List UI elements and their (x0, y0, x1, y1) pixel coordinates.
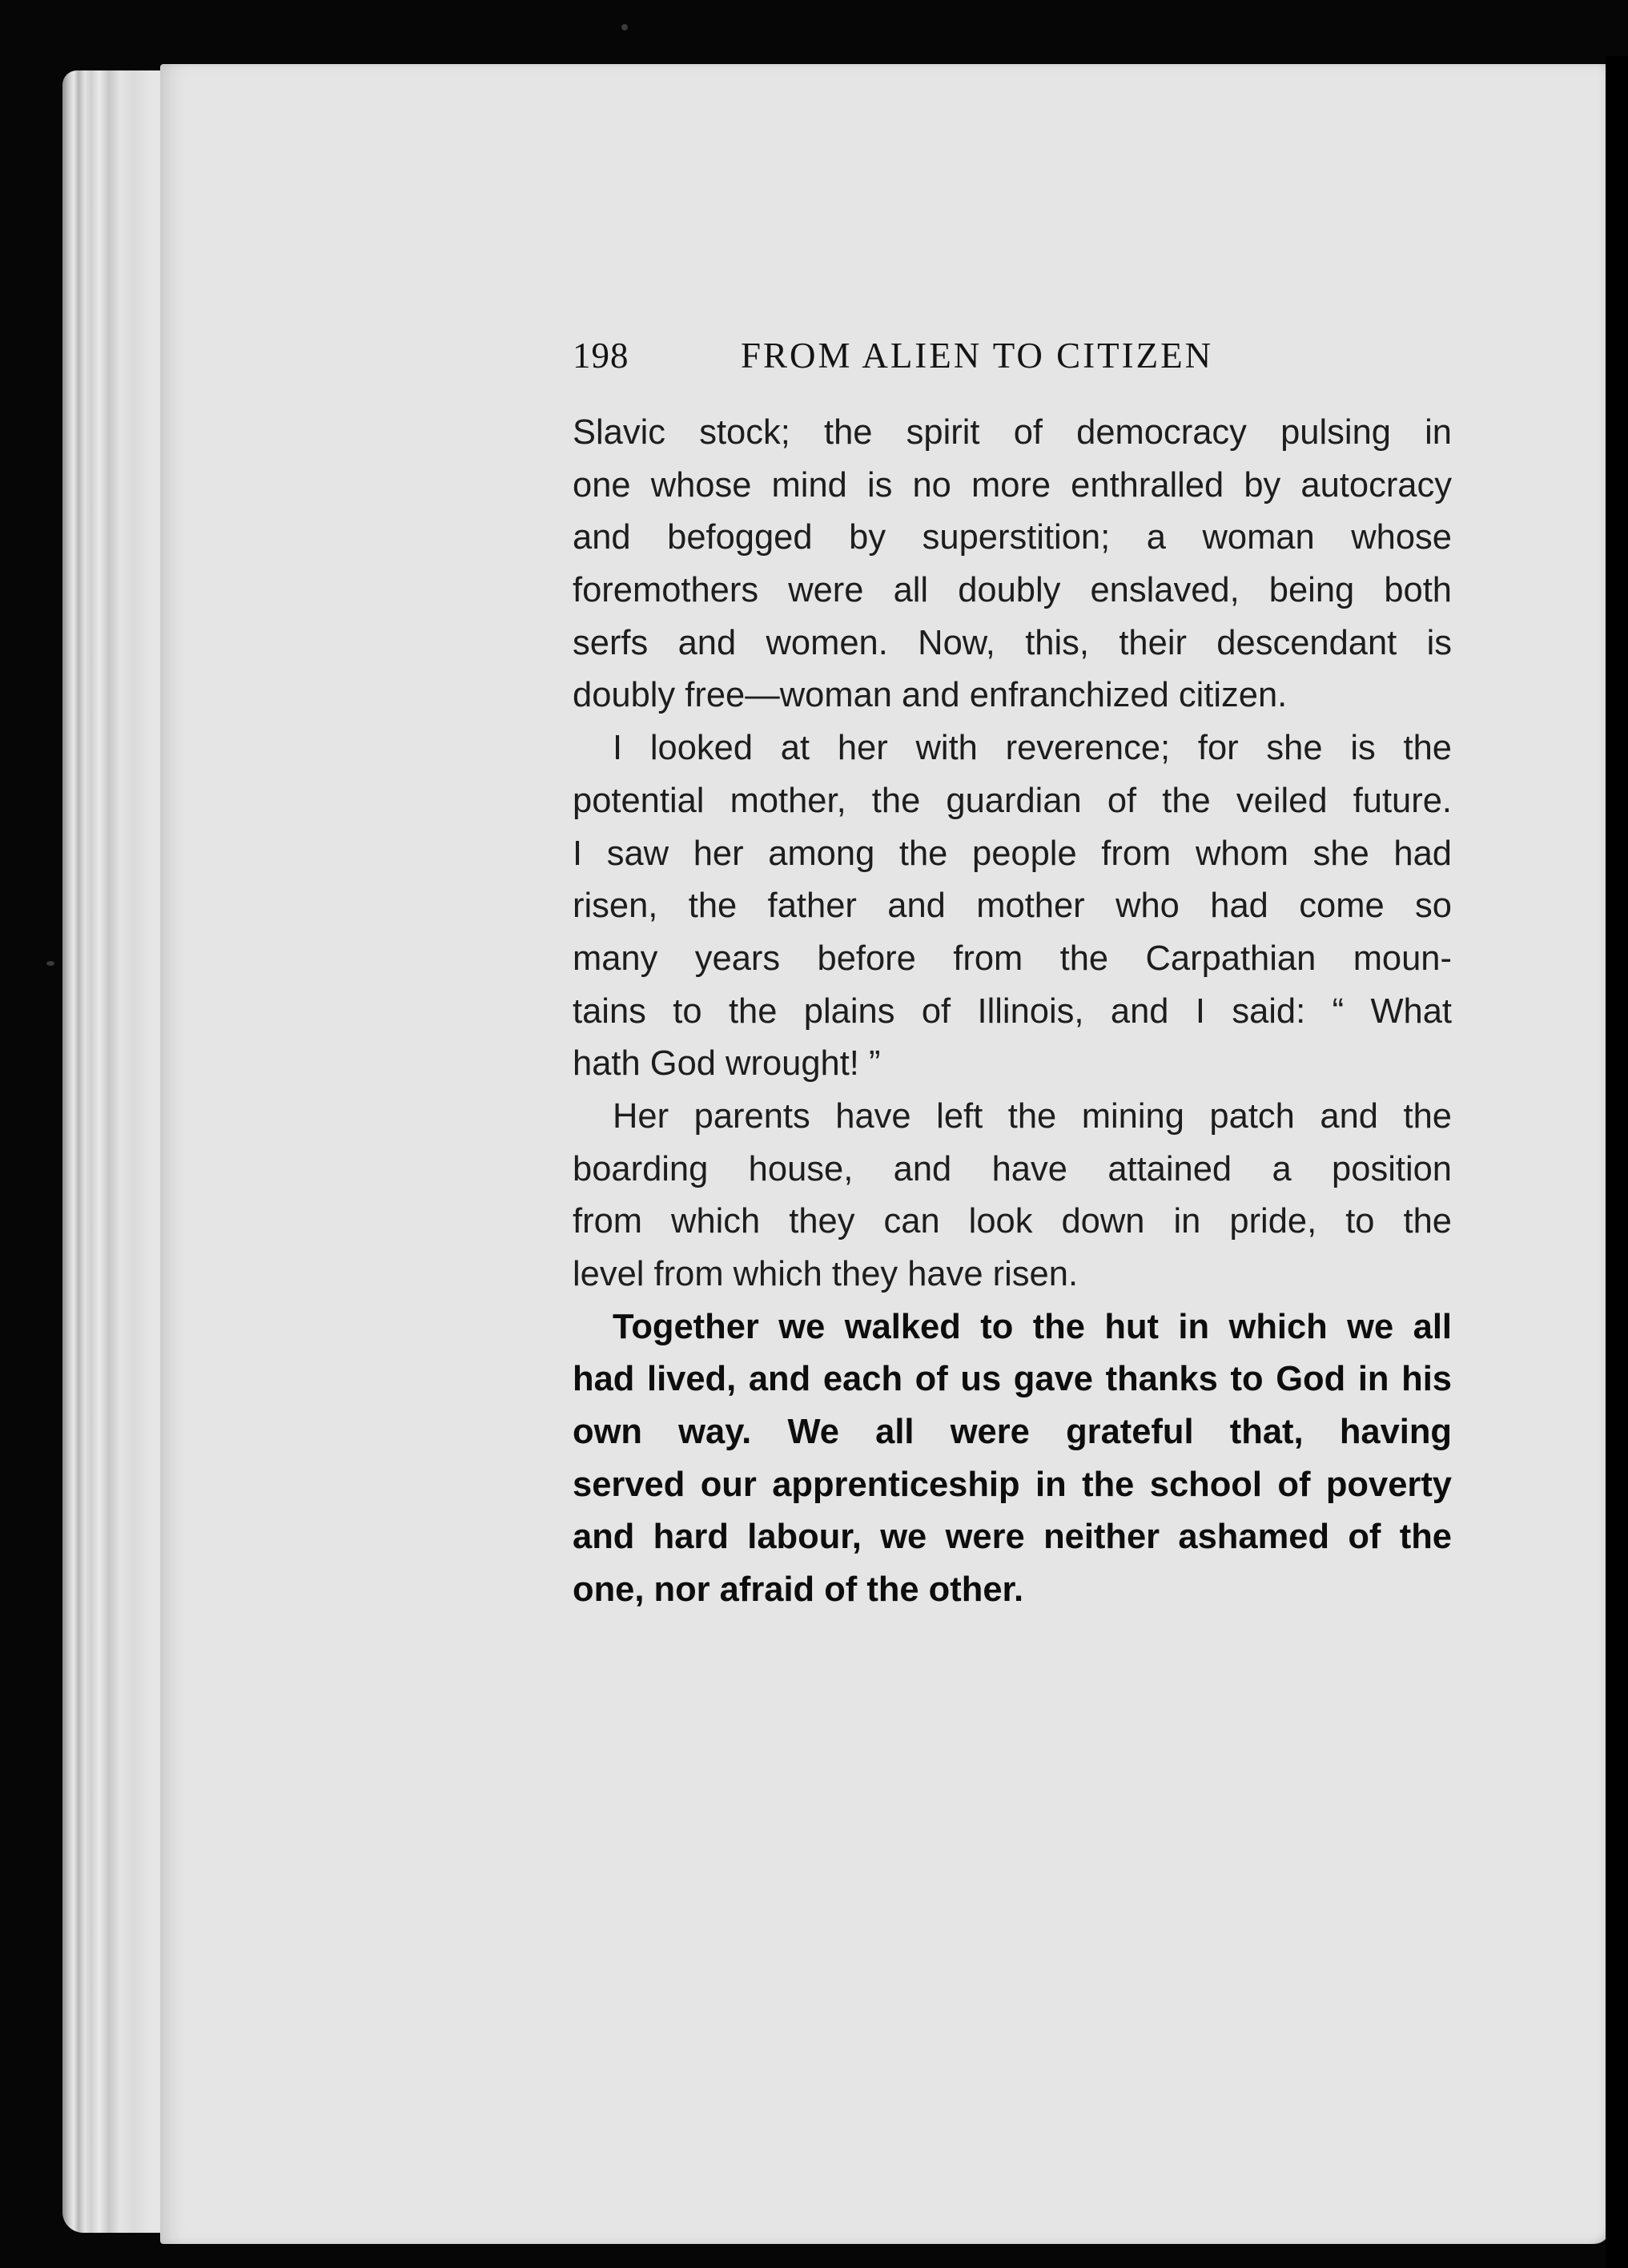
text-line: one, nor afraid of the other. (573, 1570, 1024, 1610)
text-line: hath God wrought! ” (573, 1044, 881, 1084)
text-line: many years before from the Carpathian moun- (573, 939, 1452, 978)
text-line: I looked at her with reverence; for she is the (613, 729, 1452, 768)
paragraph-2 (573, 722, 1452, 1091)
scan-border (1606, 56, 1628, 2268)
text-line: and befogged by superstition; a woman whose (573, 518, 1452, 557)
text-line: tains to the plains of Illinois, and I said: “ What (573, 991, 1452, 1031)
text-line: foremothers were all doubly enslaved, being both (573, 571, 1452, 610)
text-line: potential mother, the guardian of the veiled future. (573, 781, 1452, 820)
paragraph-3 (573, 1091, 1452, 1301)
text-line: doubly free—woman and enfranchized citizen. (573, 676, 1288, 715)
text-line: Together we walked to the hut in which we all (613, 1307, 1452, 1346)
text-line: Slavic stock; the spirit of democracy pulsing in (573, 413, 1452, 452)
text-line: and hard labour, we were neither ashamed of the (573, 1518, 1452, 1557)
text-line: serfs and women. Now, this, their descendant is (573, 623, 1452, 662)
text-line: risen, the father and mother who had come so (573, 887, 1452, 926)
scan-speck (621, 24, 628, 30)
text-line: one whose mind is no more enthralled by autocracy (573, 465, 1452, 505)
text-line: level from which they have risen. (573, 1255, 1079, 1293)
text-line: from which they can look down in pride, to the (573, 1202, 1452, 1241)
body-text (573, 407, 1452, 1617)
text-line: I saw her among the people from whom she had (573, 834, 1452, 873)
text-line: own way. We all were grateful that, having (573, 1413, 1452, 1452)
running-head (573, 335, 1453, 386)
text-line: served our apprenticeship in the school of poverty (573, 1465, 1452, 1504)
running-title: FROM ALIEN TO CITIZEN (741, 336, 1214, 376)
scan-speck (46, 961, 54, 966)
paragraph-4 (573, 1301, 1452, 1617)
text-line: Her parents have left the mining patch and the (613, 1096, 1452, 1136)
text-line: had lived, and each of us gave thanks to God in his (573, 1360, 1452, 1399)
paragraph-1 (573, 407, 1452, 722)
page-number: 198 (573, 336, 629, 376)
text-line: boarding house, and have attained a position (573, 1149, 1452, 1188)
